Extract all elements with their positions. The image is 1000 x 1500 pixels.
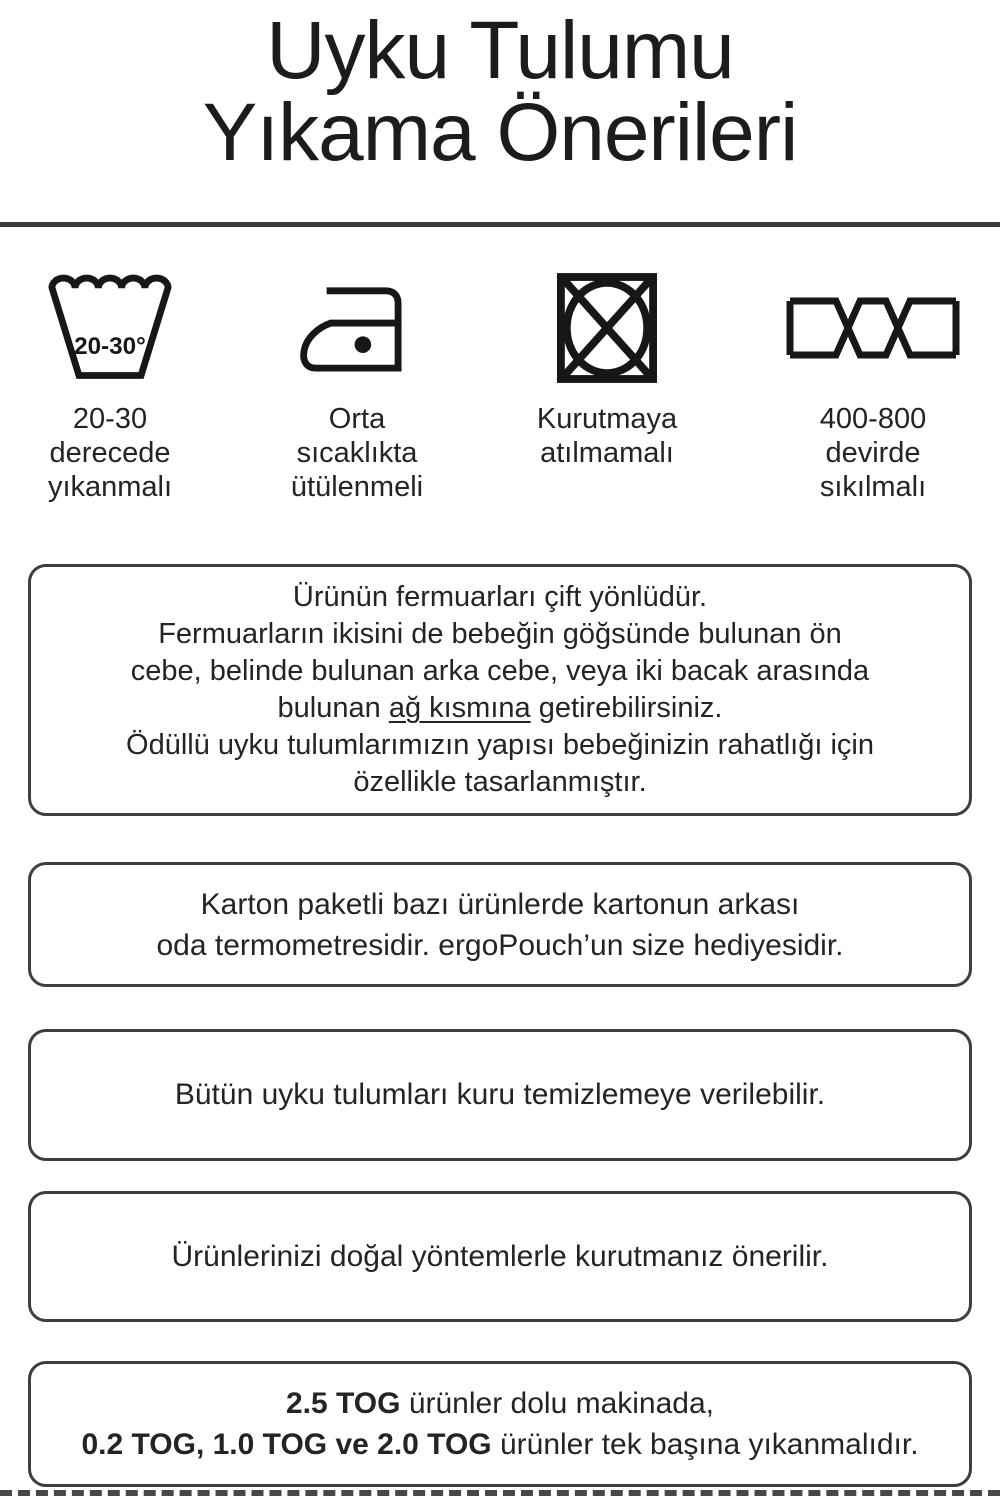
wash-temperature-text: 20-30°: [74, 333, 146, 361]
care-symbol-label-wash: 20-30 derecede yıkanmalı: [47, 403, 173, 503]
box2-line2: oda termometresidir. ergoPouch’un size hediyesidir.: [156, 928, 844, 962]
tog-bold-1: 2.5 TOG: [285, 1387, 401, 1420]
page-title: [0, 5, 1000, 178]
info-box-natural-drying: [28, 1191, 972, 1322]
info-box-zippers: [28, 564, 972, 816]
care-symbol-wash: [10, 266, 210, 504]
wash-tub-icon-svg: [46, 272, 174, 384]
box1-line4: bulunan ağ kısmına getirebilirsiniz.: [277, 692, 723, 724]
iron-icon: [255, 266, 459, 390]
care-symbol-iron: [255, 266, 459, 504]
bottom-dashed-line: [0, 1490, 1000, 1496]
underlined-phrase: ağ kısmına: [388, 692, 531, 724]
box3-line1: Bütün uyku tulumları kuru temizlemeye verilebilir.: [174, 1078, 826, 1111]
do-not-tumble-dry-icon: [503, 266, 711, 390]
info-box-dry-cleaning: [28, 1029, 972, 1161]
info-box-tog-washing: [28, 1361, 972, 1487]
tog-bold-2: 0.2 TOG, 1.0 TOG ve 2.0 TOG: [81, 1428, 492, 1461]
care-symbol-label-spin: 400-800 devirde sıkılmalı: [819, 403, 927, 503]
divider-line: [0, 222, 1000, 227]
wring-icon-svg: [785, 296, 961, 360]
box5-line1: 2.5 TOG ürünler dolu makinada,: [285, 1387, 715, 1420]
box1-line2: Fermuarların ikisini de bebeğin göğsünde bulunan ön: [158, 618, 842, 650]
page-title-line2: Yıkama Önerileri: [202, 87, 798, 178]
care-symbol-label-iron: Orta sıcaklıkta ütülenmeli: [290, 403, 424, 503]
info-box-thermometer: [28, 862, 972, 987]
page-title-line1: Uyku Tulumu: [266, 5, 734, 96]
box2-line1: Karton paketli bazı ürünlerde kartonun arkası: [200, 887, 800, 921]
care-symbol-label-no-tumble-dry: Kurutmaya atılmamalı: [536, 403, 678, 469]
box1-line5: Ödüllü uyku tulumlarımızın yapısı bebeğinizin rahatlığı için: [126, 729, 874, 761]
do-not-tumble-dry-icon-svg: [556, 272, 658, 384]
box1-line6: özellikle tasarlanmıştır.: [353, 766, 647, 798]
iron-icon-svg: [297, 282, 417, 374]
care-symbol-spin: [756, 266, 990, 504]
box4-line1: Ürünlerinizi doğal yöntemlerle kurutmanız önerilir.: [171, 1239, 829, 1273]
wring-icon: [756, 266, 990, 390]
care-symbol-no-tumble-dry: [503, 266, 711, 470]
box1-line1: Ürünün fermuarları çift yönlüdür.: [292, 581, 708, 613]
box1-line3: cebe, belinde bulunan arka cebe, veya iki bacak arasında: [130, 655, 870, 687]
wash-tub-icon: [10, 266, 210, 390]
box5-line2: 0.2 TOG, 1.0 TOG ve 2.0 TOG ürünler tek başına yıkanmalıdır.: [81, 1428, 919, 1461]
